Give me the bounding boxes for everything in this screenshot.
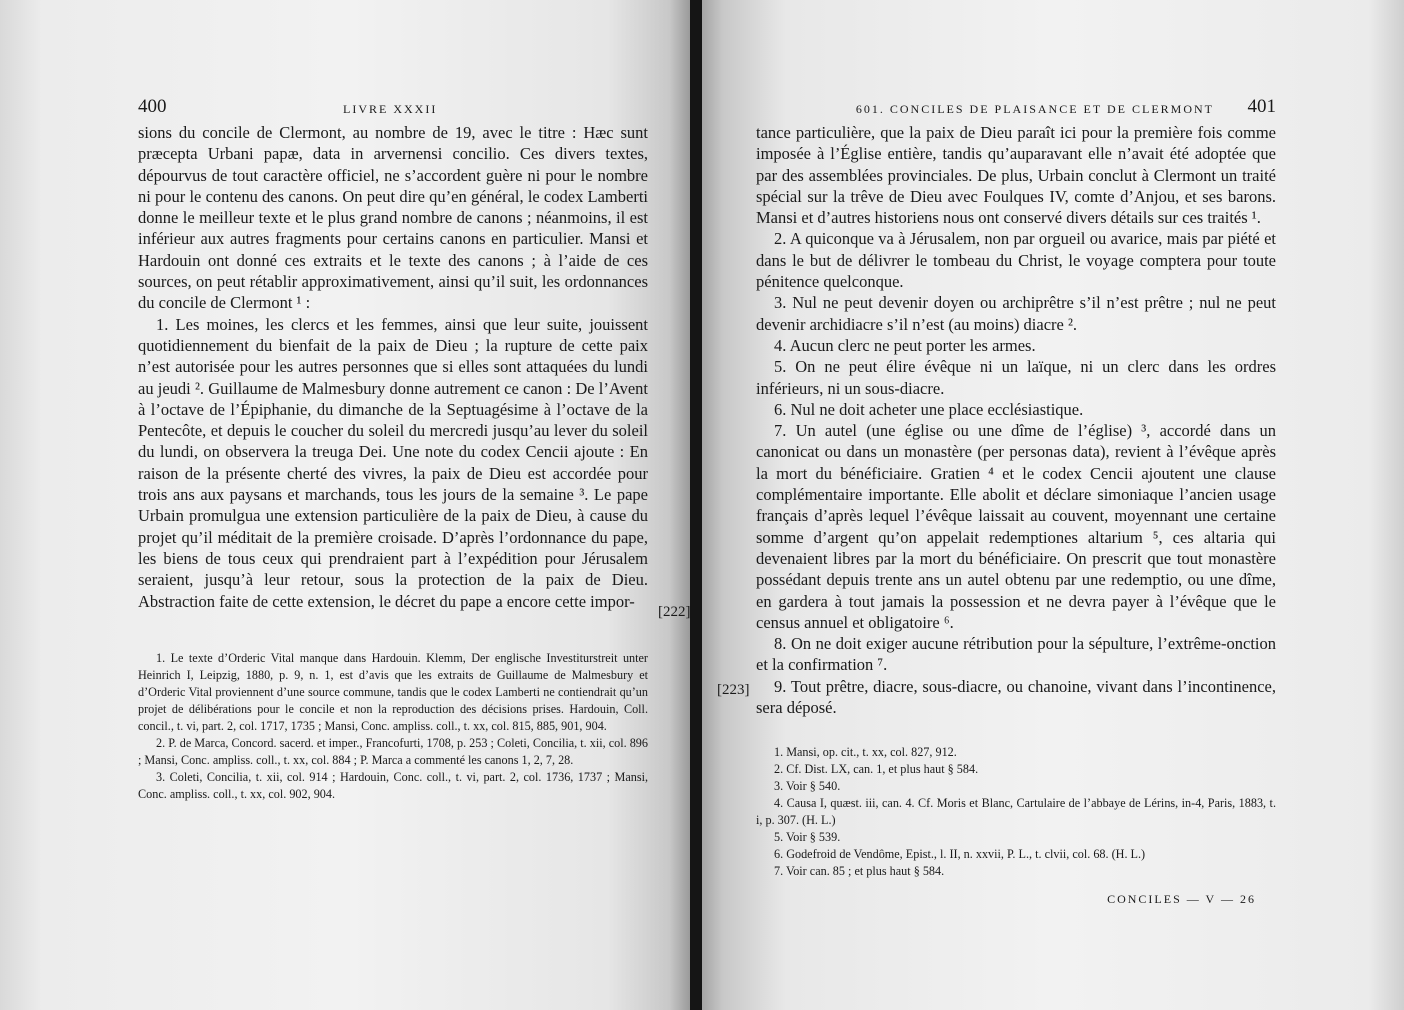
footnote: 3. Coleti, Concilia, t. xii, col. 914 ; Hardouin, Conc. coll., t. vi, part. 2, col. 1736, 1737 ; Mansi, Conc. ampliss. coll., t. xx, col. 902, 904. bbox=[138, 769, 648, 801]
paragraph: 9. Tout prêtre, diacre, sous-diacre, ou chanoine, vivant dans l’incontinence, sera déposé. bbox=[756, 676, 1276, 718]
paragraph: tance particulière, que la paix de Dieu paraît ici pour la première fois comme imposée à l’Église entière, tandis qu’auparavant elle n’avait été adoptée que par des assemblées provinciales. De plus, Urbain conclut à Clermont un traité spécial sur la trêve de Dieu avec Foulques IV, comte d’Anjou, et ses barons. Mansi et d’autres historiens nous ont conservé divers détails sur ces traités ¹. bbox=[756, 123, 1276, 228]
right-page bbox=[702, 0, 1404, 1010]
paragraph: 7. Un autel (une église ou une dîme de l’église) ³, accordé dans un canonicat ou dans un monastère (per personas data), revient à l’évêque après la mort du bénéficiaire. Gratien ⁴ et le codex Cencii ajoutent une clause complémentaire importante. Elle abolit et déclare simoniaque l’ancien usage français d’après lequel l’évêque laissait au couvent, moyennant une certaine somme d’argent qu’on appelait redemptiones altarium ⁵, ces altaria qui devenaient libres par la mort du bénéficiaire. On prescrit que tout monastère possédant depuis trente ans un autel obtenu par une redemptio, ou une dîme, en gardera à tout jamais la possession et ne devra payer à l’évêque que le census annuel et obligatoire ⁶. bbox=[756, 421, 1276, 632]
footnote: 5. Voir § 539. bbox=[774, 830, 841, 845]
signature-mark: CONCILES — V — 26 bbox=[1107, 892, 1256, 907]
paragraph: 3. Nul ne peut devenir doyen ou archiprêtre s’il n’est prêtre ; nul ne peut devenir archidiacre s’il n’est (au moins) diacre ². bbox=[756, 293, 1276, 334]
footnote: 1. Mansi, op. cit., t. xx, col. 827, 912. bbox=[774, 745, 957, 760]
paragraph: 6. Nul ne doit acheter une place ecclésiastique. bbox=[774, 399, 1084, 419]
book-gutter bbox=[690, 0, 702, 1010]
margin-page-marker: [222] bbox=[658, 604, 691, 620]
footnote: 6. Godefroid de Vendôme, Epist., l. II, n. xxvii, P. L., t. clvii, col. 68. (H. L.) bbox=[774, 847, 1146, 862]
footnote: 7. Voir can. 85 ; et plus haut § 584. bbox=[774, 864, 945, 879]
left-footnotes bbox=[138, 650, 648, 803]
footnote: 2. Cf. Dist. LX, can. 1, et plus haut § 584. bbox=[774, 762, 979, 777]
left-page-body bbox=[138, 122, 648, 612]
paragraph: 5. On ne peut élire évêque ni un laïque, ni un clerc dans les ordres inférieurs, ni un sous-diacre. bbox=[756, 357, 1276, 398]
paragraph: 2. A quiconque va à Jérusalem, non par orgueil ou avarice, mais par piété et dans le but de délivrer le tombeau du Christ, le voyage comptera pour toute pénitence quelconque. bbox=[756, 229, 1276, 292]
running-head: 601. CONCILES DE PLAISANCE ET DE CLERMONT bbox=[855, 102, 1214, 116]
footnote: 4. Causa I, quæst. iii, can. 4. Cf. Moris et Blanc, Cartulaire de l’abbaye de Lérins, in-4, Paris, 1883, t. i, p. 307. (H. L.) bbox=[756, 796, 1276, 828]
left-page-header bbox=[138, 96, 648, 122]
right-footnotes bbox=[756, 744, 1276, 880]
paragraph: sions du concile de Clermont, au nombre de 19, avec le titre : Hæc sunt præcepta Urbani papæ, data in arvernensi concilio. Ces divers textes, dépourvus de tout caractère officiel, ne s’accordent guère ni pour le nombre ni pour le contenu des canons. On peut dire qu’en général, le codex Lamberti donne le meilleur texte et le plus grand nombre de canons ; néanmoins, il est inférieur aux autres fragments pour certains canons en particulier. Mansi et Hardouin ont donné ces extraits et le texte des canons ; à l’aide de ces sources, on peut rétablir approximativement, ainsi qu’il suit, les ordonnances du concile de Clermont ¹ : bbox=[138, 123, 648, 313]
running-head: LIVRE XXXII bbox=[343, 102, 438, 116]
paragraph: 4. Aucun clerc ne peut porter les armes. bbox=[774, 335, 1036, 355]
right-page-header bbox=[756, 96, 1276, 122]
footnote: 2. P. de Marca, Concord. sacerd. et imper., Francofurti, 1708, p. 253 ; Coleti, Concilia, t. xii, col. 896 ; Mansi, Conc. ampliss. coll., t. xx, col. 884 ; P. Marca a commenté les canons 1, 2, 7, 28. bbox=[138, 735, 648, 767]
page-number: 401 bbox=[1247, 96, 1276, 117]
page-number: 400 bbox=[138, 96, 167, 117]
margin-page-marker: [223] bbox=[717, 682, 750, 698]
footnote: 3. Voir § 540. bbox=[774, 779, 841, 794]
paragraph: 1. Les moines, les clercs et les femmes, ainsi que leur suite, jouissent quotidiennement du bienfait de la paix de Dieu ; la rupture de cette paix n’est autorisée pour les autres personnes que si elles sont attaquées du lundi au jeudi ². Guillaume de Malmesbury donne autrement ce canon : De l’Avent à l’octave de l’Épiphanie, du dimanche de la Septuagésime à l’octave de la Pentecôte, et depuis le coucher du soleil du mercredi jusqu’au lever du soleil du lundi, on observera la treuga Dei. Une note du codex Cencii ajoute : En raison de la présente cherté des vivres, la paix de Dieu est accordée pour trois ans aux paysans et marchands, tous les jours de la semaine ³. Le pape Urbain promulgua une extension particulière de la paix de Dieu, à cause du projet qu’il méditait de la première croisade. D’après l’ordonnance du pape, les biens de tous ceux qui prendraient part à l’expédition pour Jérusalem seraient, jusqu’à leur retour, sous la protection de la paix de Dieu. Abstraction faite de cette extension, le décret du pape a encore cette impor- bbox=[138, 314, 648, 611]
paragraph: 8. On ne doit exiger aucune rétribution pour la sépulture, l’extrême-onction et la confirmation ⁷. bbox=[756, 634, 1276, 675]
right-page-body bbox=[756, 122, 1276, 718]
footnote: 1. Le texte d’Orderic Vital manque dans Hardouin. Klemm, Der englische Investiturstreit unter Heinrich I, Leipzig, 1880, p. 9, n. 1, est d’avis que les extraits de Guillaume de Malmesbury et d’Orderic Vital proviennent d’une source commune, tandis que le codex Lamberti ne contiendrait qu’un projet de délibérations pour le concile et non la reproduction des décisions prises. Hardouin, Coll. concil., t. vi, part. 2, col. 1717, 1735 ; Mansi, Conc. ampliss. coll., t. xx, col. 815, 885, 901, 904. bbox=[138, 650, 648, 733]
left-page bbox=[0, 0, 690, 1010]
